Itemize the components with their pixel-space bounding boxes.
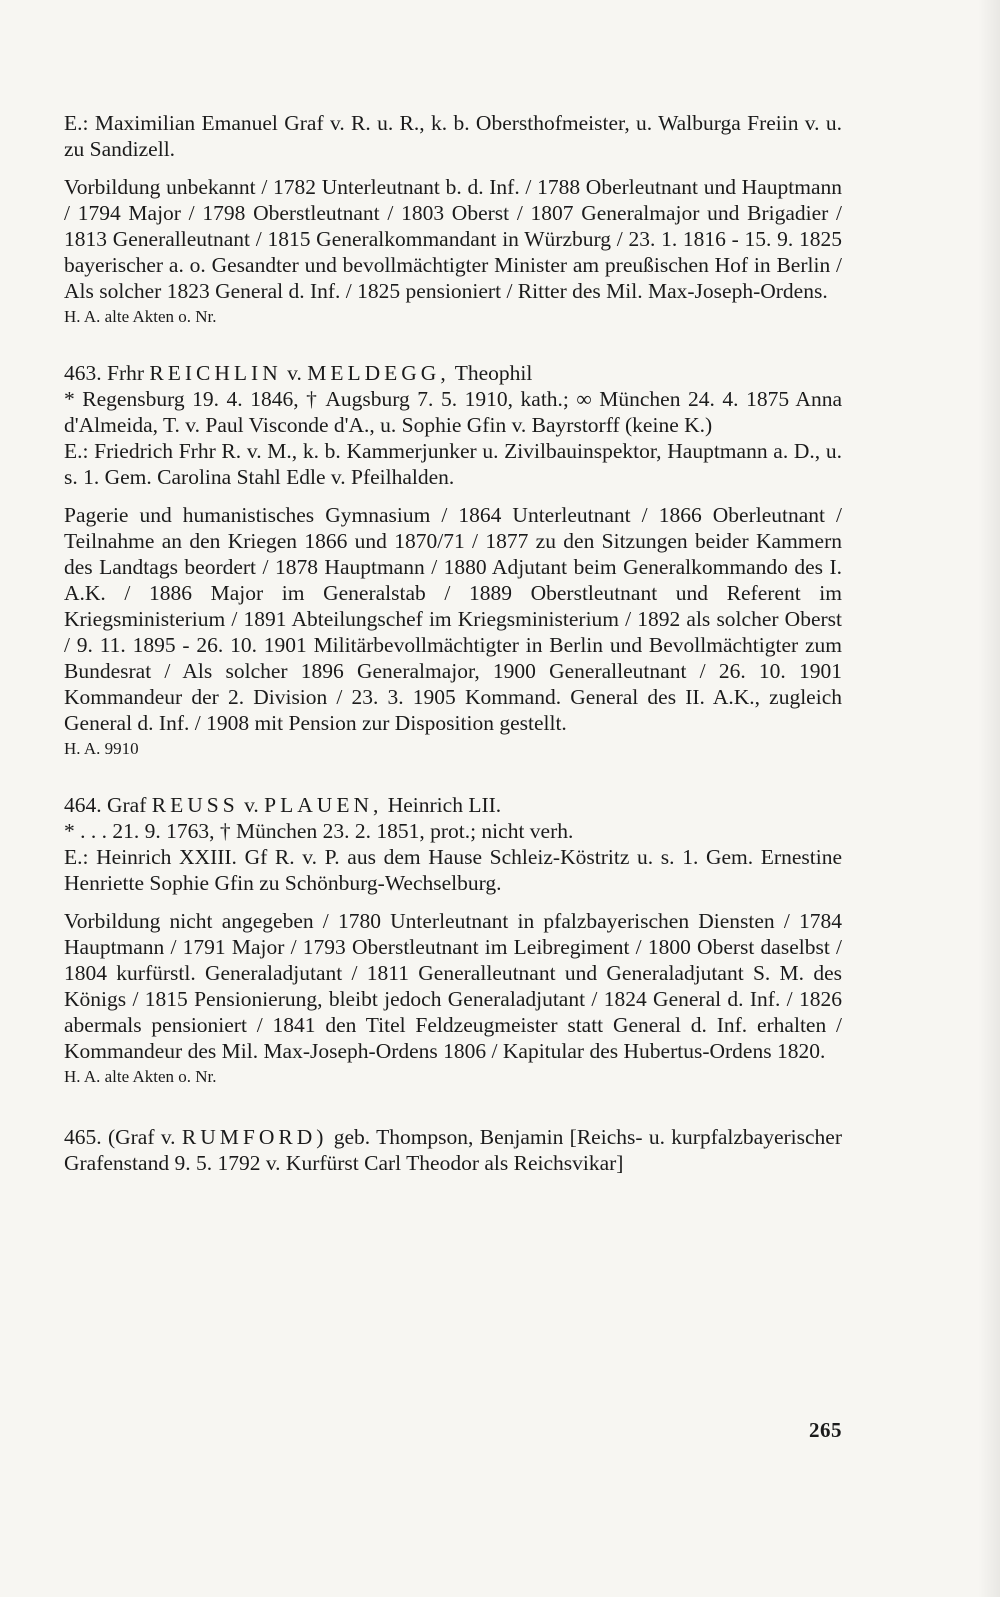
entry-463-surname: REICHLIN bbox=[149, 361, 282, 385]
top-entry-source: H. A. alte Akten o. Nr. bbox=[64, 307, 217, 326]
top-entry-career: Vorbildung unbekannt / 1782 Unterleutnant b. d. Inf. / 1788 Oberleutnant und Hauptmann / 1794 Major / 1798 Oberstleutnant / 1803 Oberst / 1807 Generalmajor und Brigadier / 1813 Generalleutnant / 1815 Generalkommandant in Würzburg / 23. 1. 1816 - 15. 9. 1825 bayerischer a. o. Gesandter und bevollmächtigter Minister am preußischen Hof in Berlin / Als solcher 1823 General d. Inf. / 1825 pensioniert / Ritter des Mil. Max-Joseph-Ordens. bbox=[64, 175, 842, 303]
entry-464-surname2: PLAUEN, bbox=[264, 793, 383, 817]
page-edge-shadow bbox=[978, 0, 1000, 1597]
entry-464-particle: v. bbox=[244, 793, 259, 817]
entry-463-particle: v. bbox=[287, 361, 302, 385]
entry-463-source: H. A. 9910 bbox=[64, 739, 139, 758]
entry-464-surname: REUSS bbox=[151, 793, 239, 817]
entry-463-parents: E.: Friedrich Frhr R. v. M., k. b. Kammerjunker u. Zivilbauinspektor, Hauptmann a. D., u. s. 1. Gem. Carolina Stahl Edle v. Pfeilhalden. bbox=[64, 439, 842, 489]
entry-463-career: Pagerie und humanistisches Gymnasium / 1864 Unterleutnant / 1866 Oberleutnant / Teilnahme an den Kriegen 1866 und 1870/71 / 1877 zu den Sitzungen beider Kammern des Landtags beordert / 1878 Hauptmann / 1880 Adjutant beim Generalkommando des I. A.K. / 1886 Major im Generalstab / 1889 Oberstleutnant und Referent im Kriegsministerium / 1891 Abteilungschef im Kriegsministerium / 1892 als solcher Oberst / 9. 11. 1895 - 26. 10. 1901 Militärbevollmächtigter in Berlin und Bevollmächtigter zum Bundesrat / Als solcher 1896 Generalmajor, 1900 Generalleutnant / 26. 10. 1901 Kommandeur der 2. Division / 23. 3. 1905 Kommand. General des II. A.K., zugleich General d. Inf. / 1908 mit Pension zur Disposition gestellt. bbox=[64, 503, 842, 735]
page-content bbox=[64, 110, 842, 1176]
entry-463-heading bbox=[64, 360, 842, 386]
entry-463-given-name: Theophil bbox=[454, 361, 533, 385]
entry-463-number: 463. Frhr bbox=[64, 361, 145, 385]
entry-463-surname2: MELDEGG, bbox=[307, 361, 450, 385]
entry-465-heading bbox=[64, 1124, 842, 1176]
entry-464-given-name: Heinrich LII. bbox=[387, 793, 502, 817]
entry-464-life: * . . . 21. 9. 1763, † München 23. 2. 1851, prot.; nicht verh. bbox=[64, 819, 574, 843]
top-entry-parents: E.: Maximilian Emanuel Graf v. R. u. R., k. b. Obersthofmeister, u. Walburga Freiin v. u. zu Sandizell. bbox=[64, 111, 842, 161]
entry-465-description: geb. Thompson, Benjamin [Reichs- u. kurpfalzbayerischer Grafenstand 9. 5. 1792 v. Kurfürst Carl Theodor als Reichsvikar] bbox=[64, 1125, 842, 1175]
page-number: 265 bbox=[809, 1418, 842, 1442]
entry-465-surname: RUMFORD) bbox=[181, 1125, 328, 1149]
entry-465-number: 465. (Graf v. bbox=[64, 1125, 176, 1149]
entry-464-career: Vorbildung nicht angegeben / 1780 Unterleutnant in pfalzbayerischen Diensten / 1784 Hauptmann / 1791 Major / 1793 Oberstleutnant im Leibregiment / 1800 Oberst daselbst / 1804 kurfürstl. Generaladjutant / 1811 Generalleutnant und Generaladjutant S. M. des Königs / 1815 Pensionierung, bleibt jedoch Generaladjutant / 1824 General d. Inf. / 1826 abermals pensioniert / 1841 den Titel Feldzeugmeister statt General d. Inf. erhalten / Kommandeur des Mil. Max-Joseph-Ordens 1806 / Kapitular des Hubertus-Ordens 1820. bbox=[64, 909, 842, 1063]
entry-464-number: 464. Graf bbox=[64, 793, 147, 817]
entry-463-life: * Regensburg 19. 4. 1846, † Augsburg 7. 5. 1910, kath.; ∞ München 24. 4. 1875 Anna d'Almeida, T. v. Paul Visconde d'A., u. Sophie Gfin v. Bayrstorff (keine K.) bbox=[64, 387, 842, 437]
entry-464-heading bbox=[64, 792, 842, 818]
entry-464-source: H. A. alte Akten o. Nr. bbox=[64, 1067, 217, 1086]
entry-464-parents: E.: Heinrich XXIII. Gf R. v. P. aus dem Hause Schleiz-Köstritz u. s. 1. Gem. Ernestine Henriette Sophie Gfin zu Schönburg-Wechselburg. bbox=[64, 845, 842, 895]
